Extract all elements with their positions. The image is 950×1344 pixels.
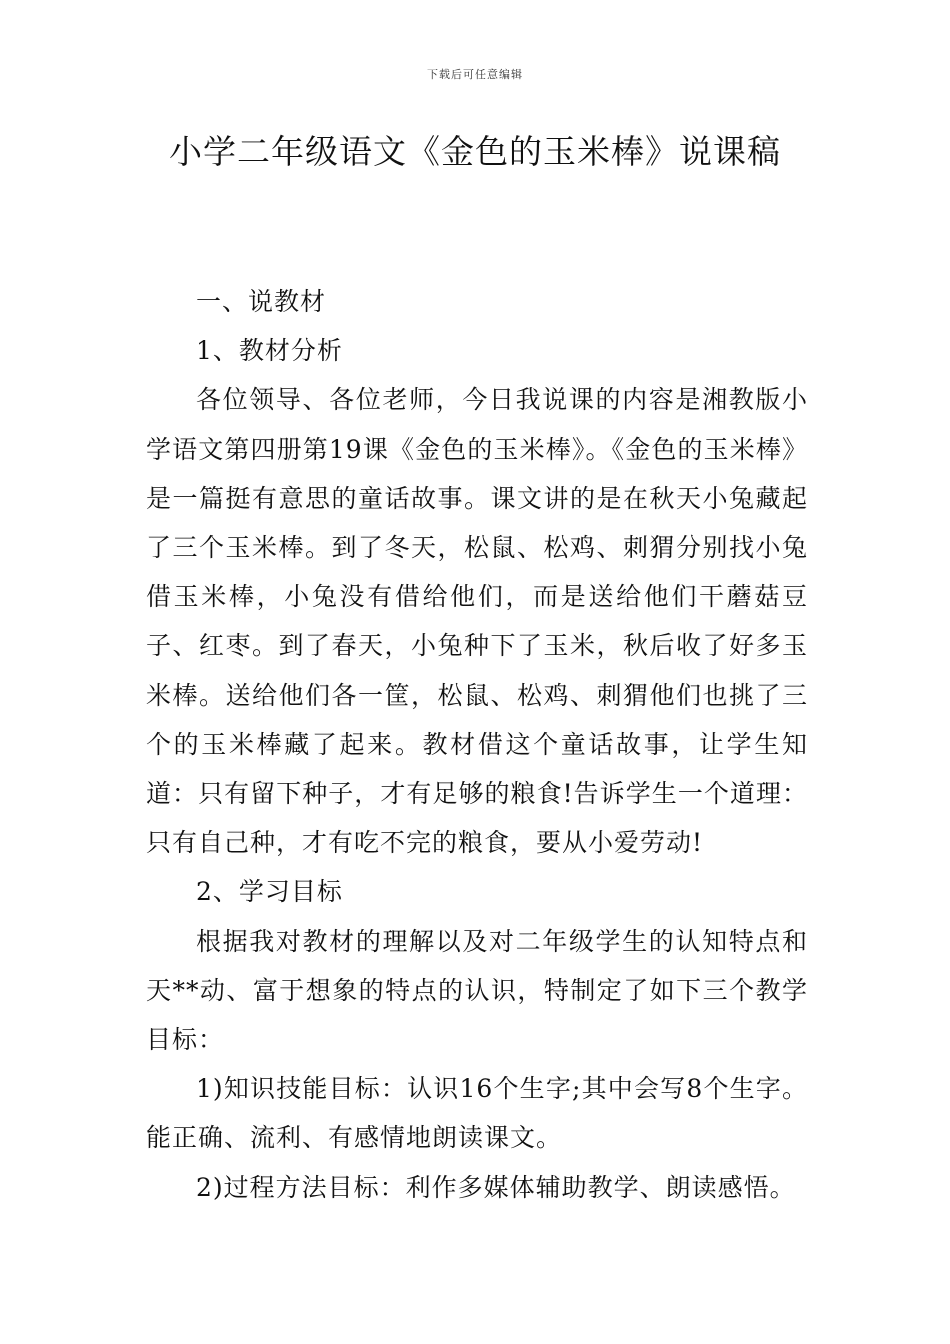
subsection-heading: 1、教材分析: [196, 336, 343, 366]
subsection-heading: 2、学习目标: [196, 877, 343, 907]
body-paragraph: 各位领导、各位老师，今日我说课的内容是湘教版小学语文第四册第19课《金色的玉米棒》。《金色的玉米棒》是一篇挺有意思的童话故事。课文讲的是在秋天小兔藏起了三个玉米棒。到了冬天，松鼠、松鸡、刺猬分别找小兔借玉米棒，小兔没有借给他们，而是送给他们干蘑菇豆子、红枣。到了春天，小兔种下了玉米，秋后收了好多玉米棒。送给他们各一筐，松鼠、松鸡、刺猬他们也挑了三个的玉米棒藏了起来。教材借这个童话故事，让学生知道：只有留下种子，才有足够的粮食!告诉学生一个道理：只有自己种，才有吃不完的粮食，要从小爱劳动!: [146, 385, 808, 858]
body-paragraph: 1)知识技能目标：认识16个生字;其中会写8个生字。能正确、流利、有感情地朗读课文。: [146, 1074, 808, 1153]
body-paragraph: 根据我对教材的理解以及对二年级学生的认知特点和天**动、富于想象的特点的认识，特制定了如下三个教学目标：: [146, 926, 808, 1055]
section-heading: 一、说教材: [196, 287, 327, 316]
body-paragraph: 2)过程方法目标：利作多媒体辅助教学、朗读感悟。: [196, 1172, 796, 1202]
document-body: [146, 277, 808, 1212]
header-note: 下载后可任意编辑: [427, 68, 523, 81]
document-title: 小学二年级语文《金色的玉米棒》说课稿: [169, 132, 781, 171]
